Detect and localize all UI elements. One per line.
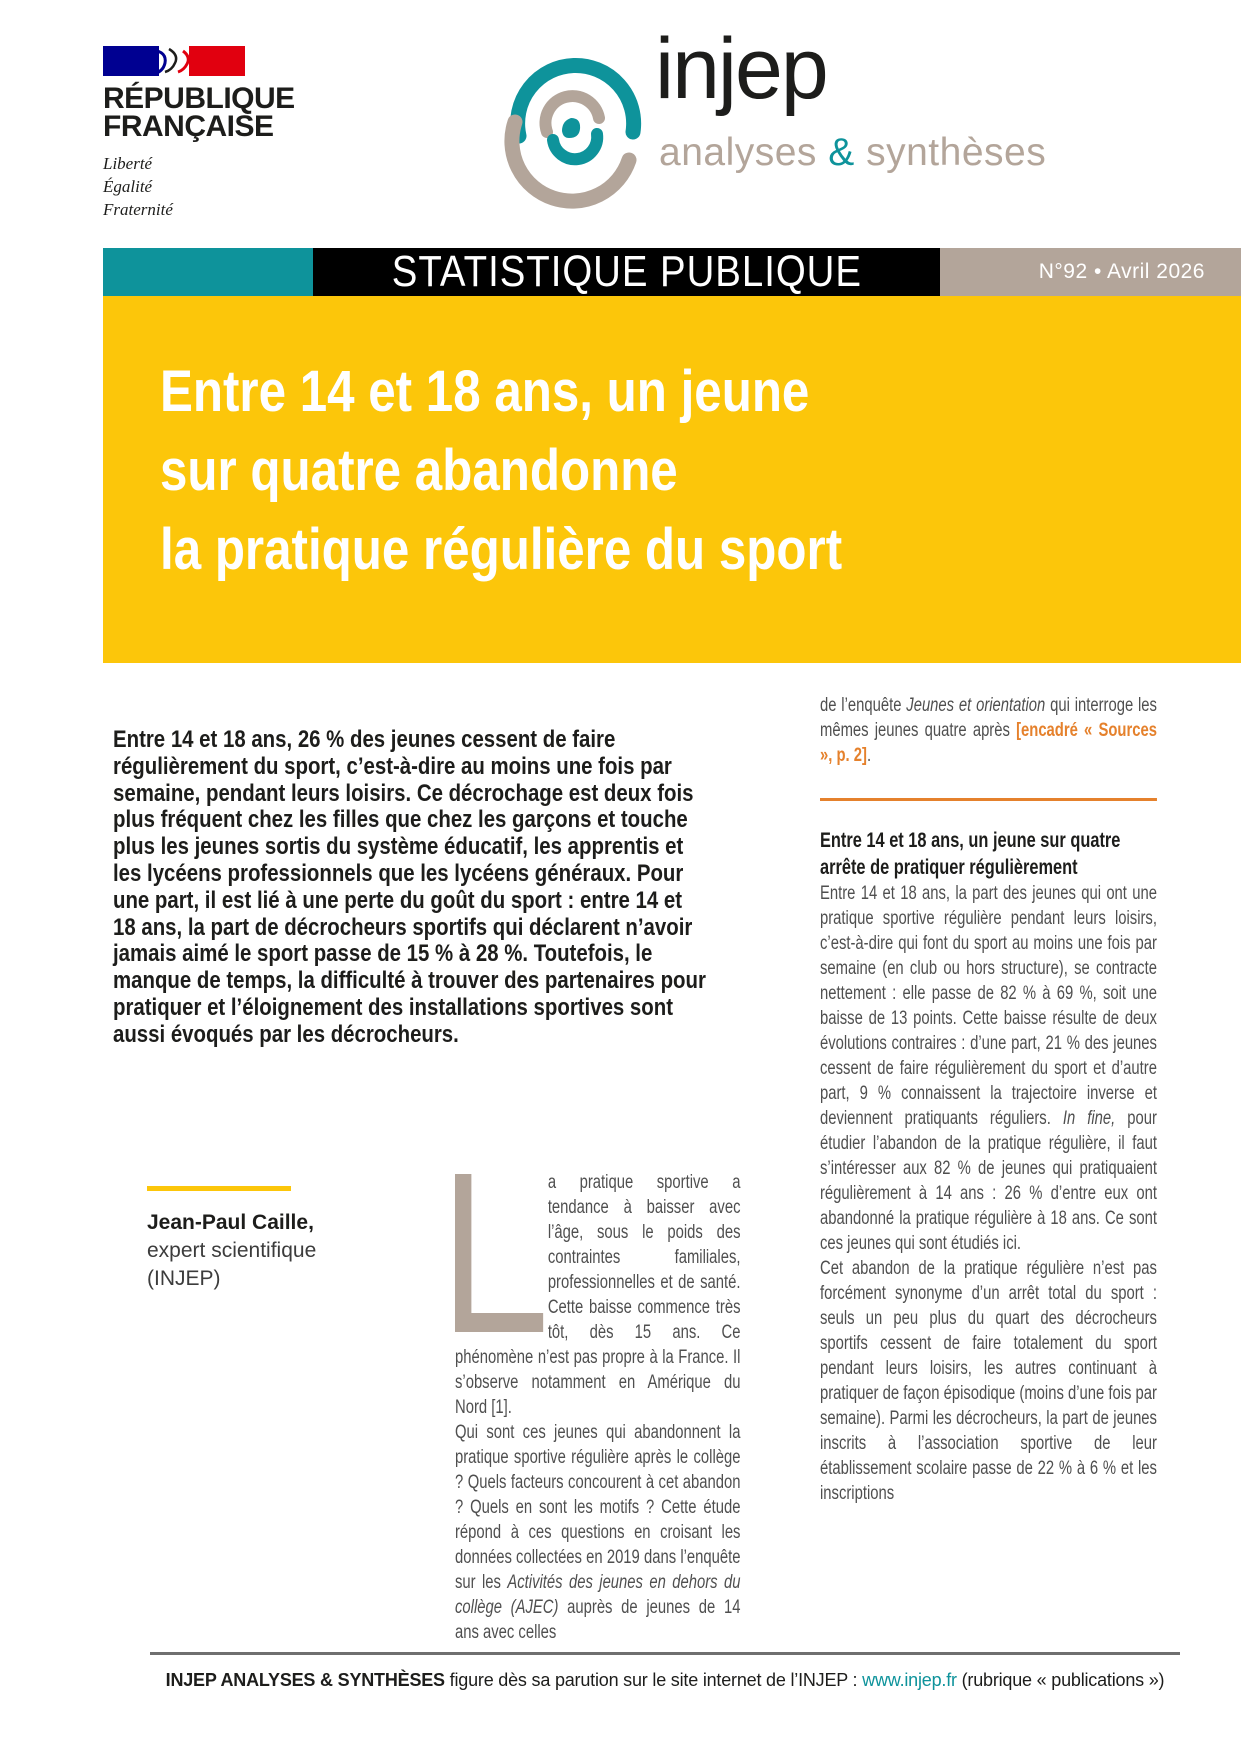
dropcap-bar-foot <box>455 1313 543 1332</box>
injep-subtitle-left: analyses <box>659 131 829 174</box>
issue-badge <box>940 248 1241 296</box>
rf-motto <box>103 152 363 221</box>
headline-line-3: la pratique régulière du sport <box>160 517 843 582</box>
rf-title <box>103 82 363 143</box>
footer-rule <box>150 1652 1180 1655</box>
author-block <box>147 1186 377 1293</box>
body-paragraph <box>820 1256 1157 1506</box>
injep-subtitle <box>659 133 1046 172</box>
rf-motto-liberte: Liberté <box>103 154 153 173</box>
body-column-middle <box>455 1170 741 1643</box>
french-flag-icon <box>103 46 245 76</box>
banner-teal-block <box>103 248 313 296</box>
paragraph-text: auprès de jeunes de 14 ans avec celles <box>455 1597 741 1643</box>
dropcap-bar-vertical <box>455 1174 471 1332</box>
survey-title-italic: Activités des jeunes en dehors du collège (AJEC) <box>455 1572 741 1618</box>
republique-francaise-logo <box>103 46 363 221</box>
intro-paragraph: Entre 14 et 18 ans, 26 % des jeunes cessent de faire régulièrement du sport, c’est-à-dire au moins une fois par semaine, pendant leurs loisirs. Ce décrochage est deux fois plus fréquent chez les filles que chez les garçons et touche plus les jeunes sortis du système éducatif, les apprentis et les lycéens professionnels que les lycéens généraux. Pour une part, il est lié à une perte du goût du sport : entre 14 et 18 ans, la part de décrocheurs sportifs qui déclarent n’avoir jamais aimé le sport passe de 15 % à 28 %. Toutefois, le manque de temps, la difficulté à trouver des partenaires pour pratiquer et l’éloignement des installations sportives sont aussi évoqués par les décrocheurs. <box>113 726 706 1048</box>
author-name: Jean-Paul Caille, <box>147 1211 314 1234</box>
injep-wordmark: injep <box>655 21 827 117</box>
paragraph-text: . <box>866 745 872 766</box>
footer-note <box>90 1668 1240 1692</box>
latin-phrase-italic: In fine, <box>1062 1108 1116 1129</box>
dropcap-letter <box>455 1170 548 1342</box>
paragraph-text: pour étudier l’abandon de la pratique régulière, il faut s’intéresser aux 82 % de jeunes qui pratiquaient régulièrement à 14 ans : 26 % d’entre eux ont abandonné la pratique régulière à 18 ans. Ce sont ces jeunes qui sont étudiés ici. <box>820 1108 1157 1254</box>
body-paragraph <box>455 1420 740 1645</box>
body-paragraph <box>820 693 1157 768</box>
paragraph-text: a pratique sportive a tendance à baisser avec l’âge, sous le poids des contraintes familiales, professionnelles et de santé. Cette baisse commence très tôt, dès 15 ans. Ce phénomène n’est pas propre à la France. Il s’observe notamment en Amérique du Nord [1]. <box>455 1172 741 1418</box>
headline-block <box>103 296 1241 663</box>
section-divider <box>820 798 1157 801</box>
author-affiliation: (INJEP) <box>147 1267 221 1290</box>
injep-subtitle-right: synthèses <box>854 131 1047 174</box>
paragraph-text: de l’enquête <box>820 695 907 716</box>
banner-label-block <box>313 248 940 296</box>
footer-text: (rubrique « publications ») <box>956 1670 1165 1690</box>
rf-title-line-2: FRANÇAISE <box>103 110 274 143</box>
footer-text: figure dès sa parution sur le site internet de l’INJEP : <box>444 1670 863 1690</box>
injep-subtitle-ampersand: & <box>828 131 855 174</box>
rf-motto-egalite: Égalité <box>103 177 153 196</box>
publication-banner <box>103 248 1241 296</box>
page-title <box>160 352 1223 589</box>
injep-swirl-icon <box>505 36 653 211</box>
rf-title-line-1: RÉPUBLIQUE <box>103 82 295 115</box>
sources-reference-link[interactable]: [encadré « Sources », p. 2] <box>820 720 1157 766</box>
paragraph-text: Cet abandon de la pratique régulière n’est pas forcément synonyme d’un arrêt total du sport : seuls un peu plus du quart des décrocheurs sportifs cessent de faire totalement du sport pendant leurs loisirs, les autres continuant à pratiquer de façon épisodique (moins d’une fois par semaine). Parmi les décrocheurs, la part de jeunes inscrits à l’association sportive de leur établissement scolaire passe de 22 % à 6 % et les inscriptions <box>820 1258 1157 1504</box>
author-role: expert scientifique <box>147 1239 317 1262</box>
paragraph-text: Entre 14 et 18 ans, la part des jeunes qui ont une pratique sportive régulière pendant leurs loisirs, c’est-à-dire qui font du sport au moins une fois par semaine (en club ou hors structure), se contracte nettement : elle passe de 82 % à 69 %, soit une baisse de 13 points. Cette baisse résulte de deux évolutions contraires : d’une part, 21 % des jeunes cessent de faire régulièrement du sport et d’autre part, 9 % connaissent la trajectoire inverse et deviennent pratiquants réguliers. <box>820 883 1157 1129</box>
issue-number: N°92 • Avril 2026 <box>1038 260 1205 283</box>
headline-line-2: sur quatre abandonne <box>160 438 678 503</box>
rf-motto-fraternite: Fraternité <box>103 200 173 219</box>
paragraph-text: Qui sont ces jeunes qui abandonnent la pratique sportive régulière après le collège ? Quels facteurs concourent à cet abandon ? Quels en sont les motifs ? Cette étude répond à ces questions en croisant les données collectées en 2019 dans l’enquête sur les <box>455 1422 741 1593</box>
headline-line-1: Entre 14 et 18 ans, un jeune <box>160 359 810 424</box>
section-subhead: Entre 14 et 18 ans, un jeune sur quatre arrête de pratiquer régulièrement <box>820 829 1121 879</box>
author-accent-bar <box>147 1186 291 1191</box>
banner-label: STATISTIQUE PUBLIQUE <box>391 247 862 296</box>
survey-title-italic: Jeunes et orientation <box>906 695 1046 716</box>
body-paragraph <box>820 881 1157 1256</box>
footer-publication-name: INJEP ANALYSES & SYNTHÈSES <box>165 1670 445 1690</box>
footer-website-link[interactable]: www.injep.fr <box>862 1670 957 1690</box>
paragraph-text: qui interroge les mêmes jeunes quatre après <box>820 695 1157 741</box>
body-column-right <box>820 693 1157 1638</box>
